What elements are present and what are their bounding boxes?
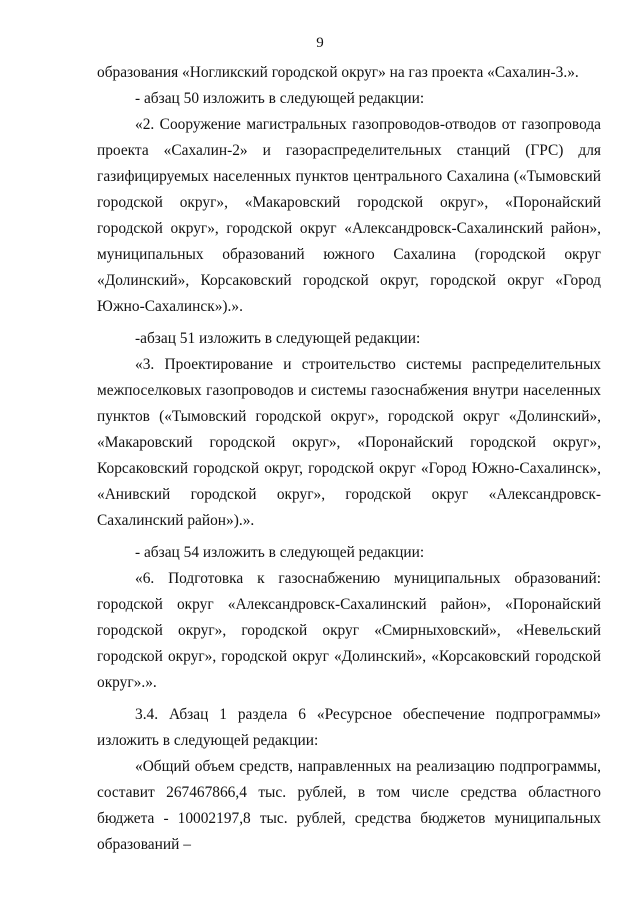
paragraph-item-6: «6. Подготовка к газоснабжению муниципальных образований: городской округ «Александровск-Сахалинский район», «Поронайский городской округ», городской округ «Смирныховский», «Невельский городской округ», городской округ «Долинский», «Корсаковский городской округ».». — [97, 570, 601, 691]
page-number: 9 — [316, 35, 324, 51]
paragraph-section-3-4: 3.4. Абзац 1 раздела 6 «Ресурсное обеспечение подпрограммы» изложить в следующей редакции: — [97, 706, 601, 749]
paragraph-item-2: «2. Сооружение магистральных газопроводов-отводов от газопровода проекта «Сахалин-2» и газораспределительных станций (ГРС) для газифицируемых населенных пунктов центрального Сахалина («Тымовский городской округ», «Макаровский городской округ», «Поронайский городской округ», городской округ «Александровск-Сахалинский район», муниципальных образований южного Сахалина (городской округ «Долинский», Корсаковский городской округ, городской округ «Город Южно-Сахалинск»).». — [97, 116, 601, 315]
paragraph-resources: «Общий объем средств, направленных на реализацию подпрограммы, составит 267467866,4 тыс. рублей, в том числе средства областного бюджета - 10002197,8 тыс. рублей, средства бюджетов муниципальных образований – — [97, 758, 601, 853]
document-body — [97, 60, 601, 858]
paragraph-amendment-50: - абзац 50 изложить в следующей редакции: — [135, 90, 425, 107]
paragraph-item-3: «3. Проектирование и строительство системы распределительных межпоселковых газопроводов и системы газоснабжения внутри населенных пунктов («Тымовский городской округ», городской округ «Долинский», «Макаровский городской округ», «Поронайский городской округ», Корсаковский городской округ, городской округ «Город Южно-Сахалинск», «Анивский городской округ», городской округ «Александровск-Сахалинский район»).». — [97, 356, 601, 529]
paragraph-amendment-51: -абзац 51 изложить в следующей редакции: — [135, 330, 421, 347]
paragraph-amendment-54: - абзац 54 изложить в следующей редакции: — [135, 544, 425, 561]
paragraph-continuation: образования «Ногликский городской округ» на газ проекта «Сахалин-3.». — [97, 64, 579, 81]
